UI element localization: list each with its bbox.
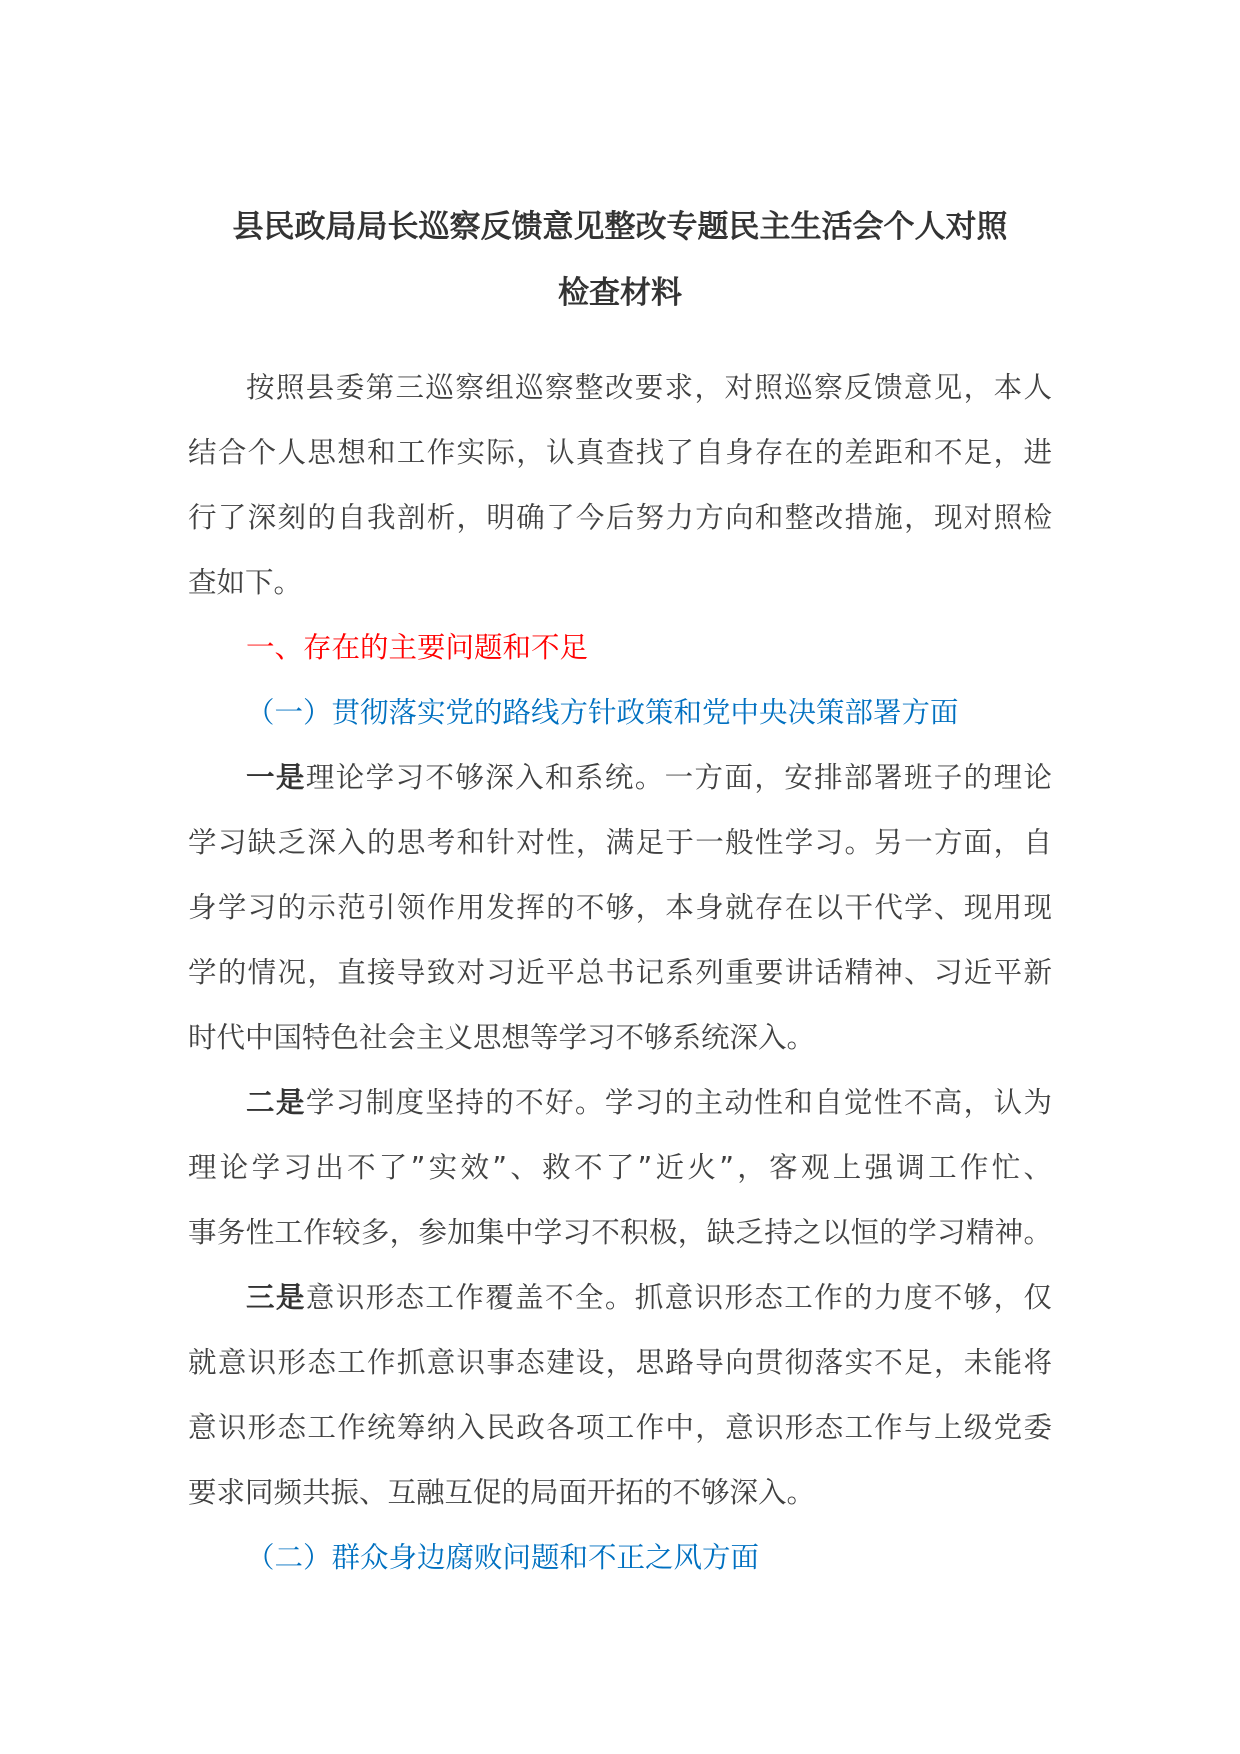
intro-paragraph — [188, 355, 1052, 615]
text-line: 学的情况，直接导致对习近平总书记系列重要讲话精神、习近平新 — [188, 956, 1052, 989]
text-line — [188, 1070, 1052, 1135]
paragraph-2 — [188, 1070, 1052, 1265]
text-line: 意识形态工作统筹纳入民政各项工作中，意识形态工作与上级党委 — [188, 1411, 1052, 1444]
lead-label: 三是 — [246, 1281, 306, 1314]
title-line: 县民政局局长巡察反馈意见整改专题民主生活会个人对照 — [232, 209, 1008, 245]
document — [188, 194, 1052, 1590]
text-line: 按照县委第三巡察组巡察整改要求，对照巡察反馈意见，本人 — [246, 371, 1052, 404]
text-span: 理论学习不够深入和系统。一方面，安排部署班子的理论 — [305, 761, 1052, 794]
text-span: 学习制度坚持的不好。学习的主动性和自觉性不高，认为 — [305, 1086, 1052, 1119]
lead-label: 一是 — [246, 761, 306, 794]
text-line — [188, 1265, 1052, 1330]
text-line — [188, 745, 1052, 810]
text-line: 结合个人思想和工作实际，认真查找了自身存在的差距和不足，进 — [188, 436, 1052, 469]
text-line: 学习缺乏深入的思考和针对性，满足于一般性学习。另一方面，自 — [188, 826, 1052, 859]
document-title — [188, 194, 1052, 326]
subsection-heading: （一）贯彻落实党的路线方针政策和党中央决策部署方面 — [246, 696, 959, 729]
subsection-heading: （二）群众身边腐败问题和不正之风方面 — [246, 1541, 760, 1574]
document-body — [188, 355, 1052, 1590]
title-line: 检查材料 — [558, 275, 682, 311]
text-span: 意识形态工作覆盖不全。抓意识形态工作的力度不够，仅 — [305, 1281, 1052, 1314]
text-line: 时代中国特色社会主义思想等学习不够系统深入。 — [188, 1021, 816, 1054]
section-heading: 一、存在的主要问题和不足 — [246, 631, 589, 664]
text-line: 就意识形态工作抓意识事态建设，思路导向贯彻落实不足，未能将 — [188, 1346, 1052, 1379]
text-line: 理论学习出不了”实效”、救不了”近火”，客观上强调工作忙、 — [188, 1151, 1052, 1184]
text-line: 身学习的示范引领作用发挥的不够，本身就存在以干代学、现用现 — [188, 891, 1052, 924]
text-line: 要求同频共振、互融互促的局面开拓的不够深入。 — [188, 1476, 816, 1509]
text-line: 行了深刻的自我剖析，明确了今后努力方向和整改措施，现对照检 — [188, 501, 1052, 534]
lead-label: 二是 — [246, 1086, 306, 1119]
paragraph-1 — [188, 745, 1052, 1070]
paragraph-3 — [188, 1265, 1052, 1525]
text-line: 查如下。 — [188, 566, 303, 599]
text-line: 事务性工作较多，参加集中学习不积极，缺乏持之以恒的学习精神。 — [188, 1216, 1052, 1249]
